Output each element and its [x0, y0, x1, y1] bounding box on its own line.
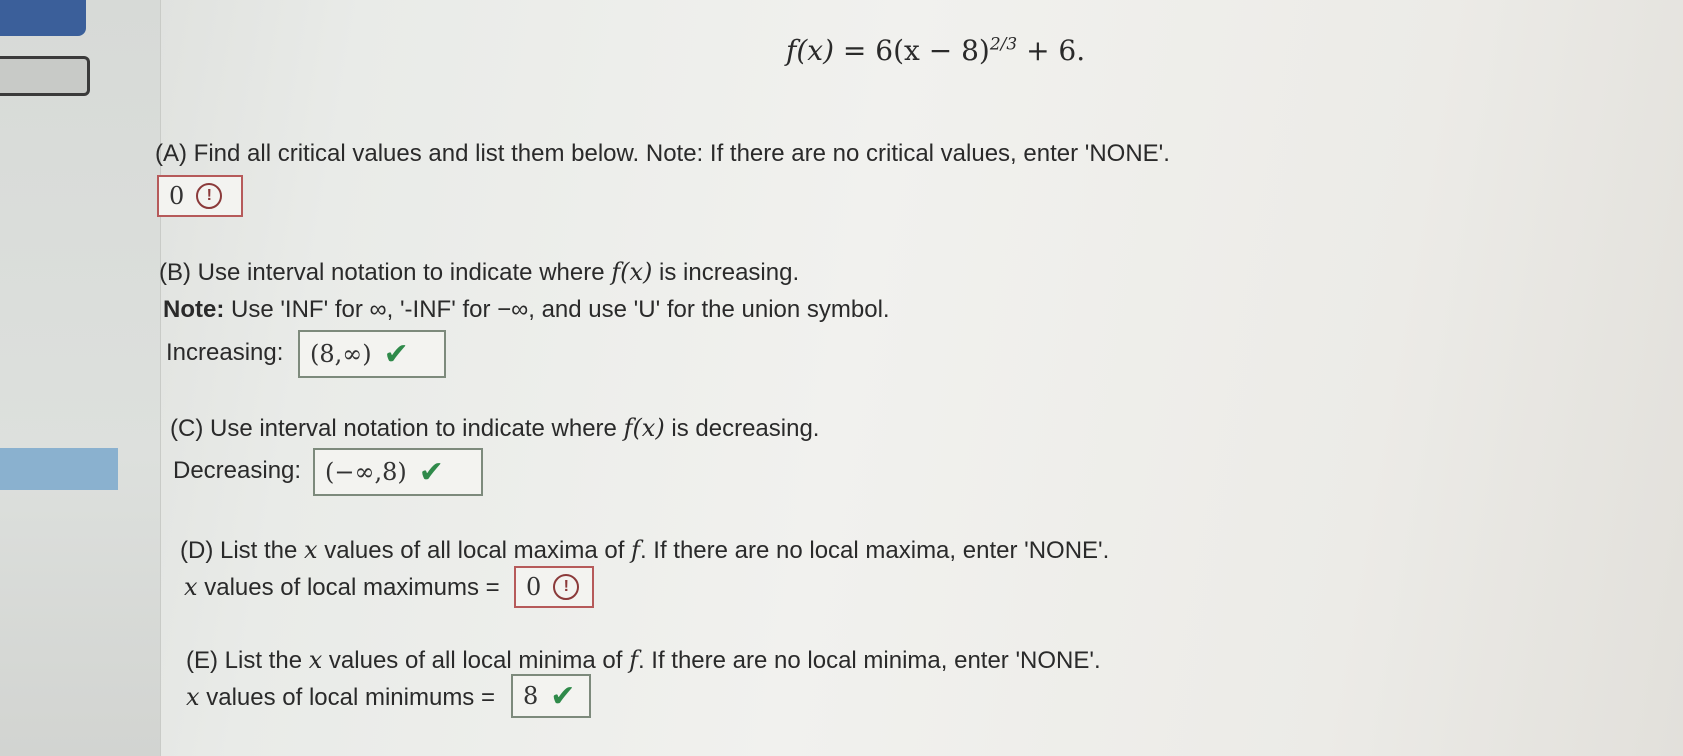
part-b-question — [159, 258, 799, 287]
error-icon: ! — [553, 574, 579, 600]
decreasing-label: Decreasing: — [173, 457, 302, 484]
decreasing-input[interactable] — [313, 448, 483, 496]
part-c-text: (C) Use interval notation to indicate where — [170, 415, 624, 442]
critical-values-answer: 0 — [169, 182, 185, 210]
part-e-text-mid: values of all local minima of — [322, 647, 630, 674]
function-formula — [786, 34, 1085, 67]
formula-body: = 6(x − 8) — [834, 34, 990, 67]
local-max-label — [184, 573, 500, 602]
check-icon: ✔ — [383, 336, 409, 372]
formula-exponent: 2/3 — [989, 34, 1018, 55]
sidebar-tab[interactable] — [0, 56, 90, 96]
part-b-text: (B) Use interval notation to indicate where — [159, 259, 612, 286]
part-d-f: f — [631, 536, 640, 564]
part-d-question — [180, 536, 1109, 565]
local-min-label-text: values of local minimums = — [199, 684, 495, 711]
part-e-text: (E) List the — [186, 647, 309, 674]
part-e-f: f — [629, 646, 638, 674]
note-text: Use 'INF' for ∞, '-INF' for −∞, and use 'U' for the union symbol. — [224, 296, 890, 323]
local-max-label-text: values of local maximums = — [197, 574, 500, 601]
critical-values-input[interactable] — [157, 175, 243, 217]
part-e-question — [186, 646, 1101, 675]
check-icon: ✔ — [550, 678, 576, 714]
decreasing-answer: (−∞,8) — [325, 458, 407, 486]
part-d-x: x — [304, 536, 318, 564]
part-b-fx: f(x) — [611, 258, 653, 286]
increasing-input[interactable] — [298, 330, 446, 378]
error-icon: ! — [196, 183, 222, 209]
local-min-input[interactable] — [511, 674, 591, 718]
local-min-answer: 8 — [523, 682, 539, 710]
part-d-text-end: . If there are no local maxima, enter 'NONE'. — [639, 537, 1110, 564]
part-b-text-end: is increasing. — [652, 259, 800, 286]
local-max-input[interactable] — [514, 566, 594, 608]
part-d-text-mid: values of all local maxima of — [317, 537, 632, 564]
part-b-note — [163, 296, 890, 324]
local-max-answer: 0 — [526, 573, 542, 601]
formula-lhs: f(x) — [786, 34, 835, 67]
formula-tail: + 6. — [1017, 34, 1086, 67]
local-min-label — [186, 683, 495, 712]
local-min-x: x — [186, 683, 200, 711]
local-max-x: x — [184, 573, 198, 601]
increasing-answer: (8,∞) — [310, 340, 372, 368]
sidebar-tab-highlight[interactable] — [0, 448, 118, 490]
left-sidebar — [0, 0, 161, 756]
part-e-x: x — [308, 646, 323, 674]
part-d-text: (D) List the — [180, 537, 305, 564]
part-e-text-end: . If there are no local minima, enter 'NONE'. — [637, 647, 1101, 674]
check-icon: ✔ — [418, 454, 444, 490]
sidebar-tab-active[interactable] — [0, 0, 86, 36]
note-label: Note: — [163, 296, 225, 323]
part-c-text-end: is decreasing. — [664, 415, 820, 442]
part-c-fx: f(x) — [623, 414, 665, 442]
part-c-question — [170, 414, 819, 443]
increasing-label: Increasing: — [166, 339, 284, 366]
part-a-question: (A) Find all critical values and list them below. Note: If there are no critical values, enter 'NONE'. — [155, 140, 1170, 167]
